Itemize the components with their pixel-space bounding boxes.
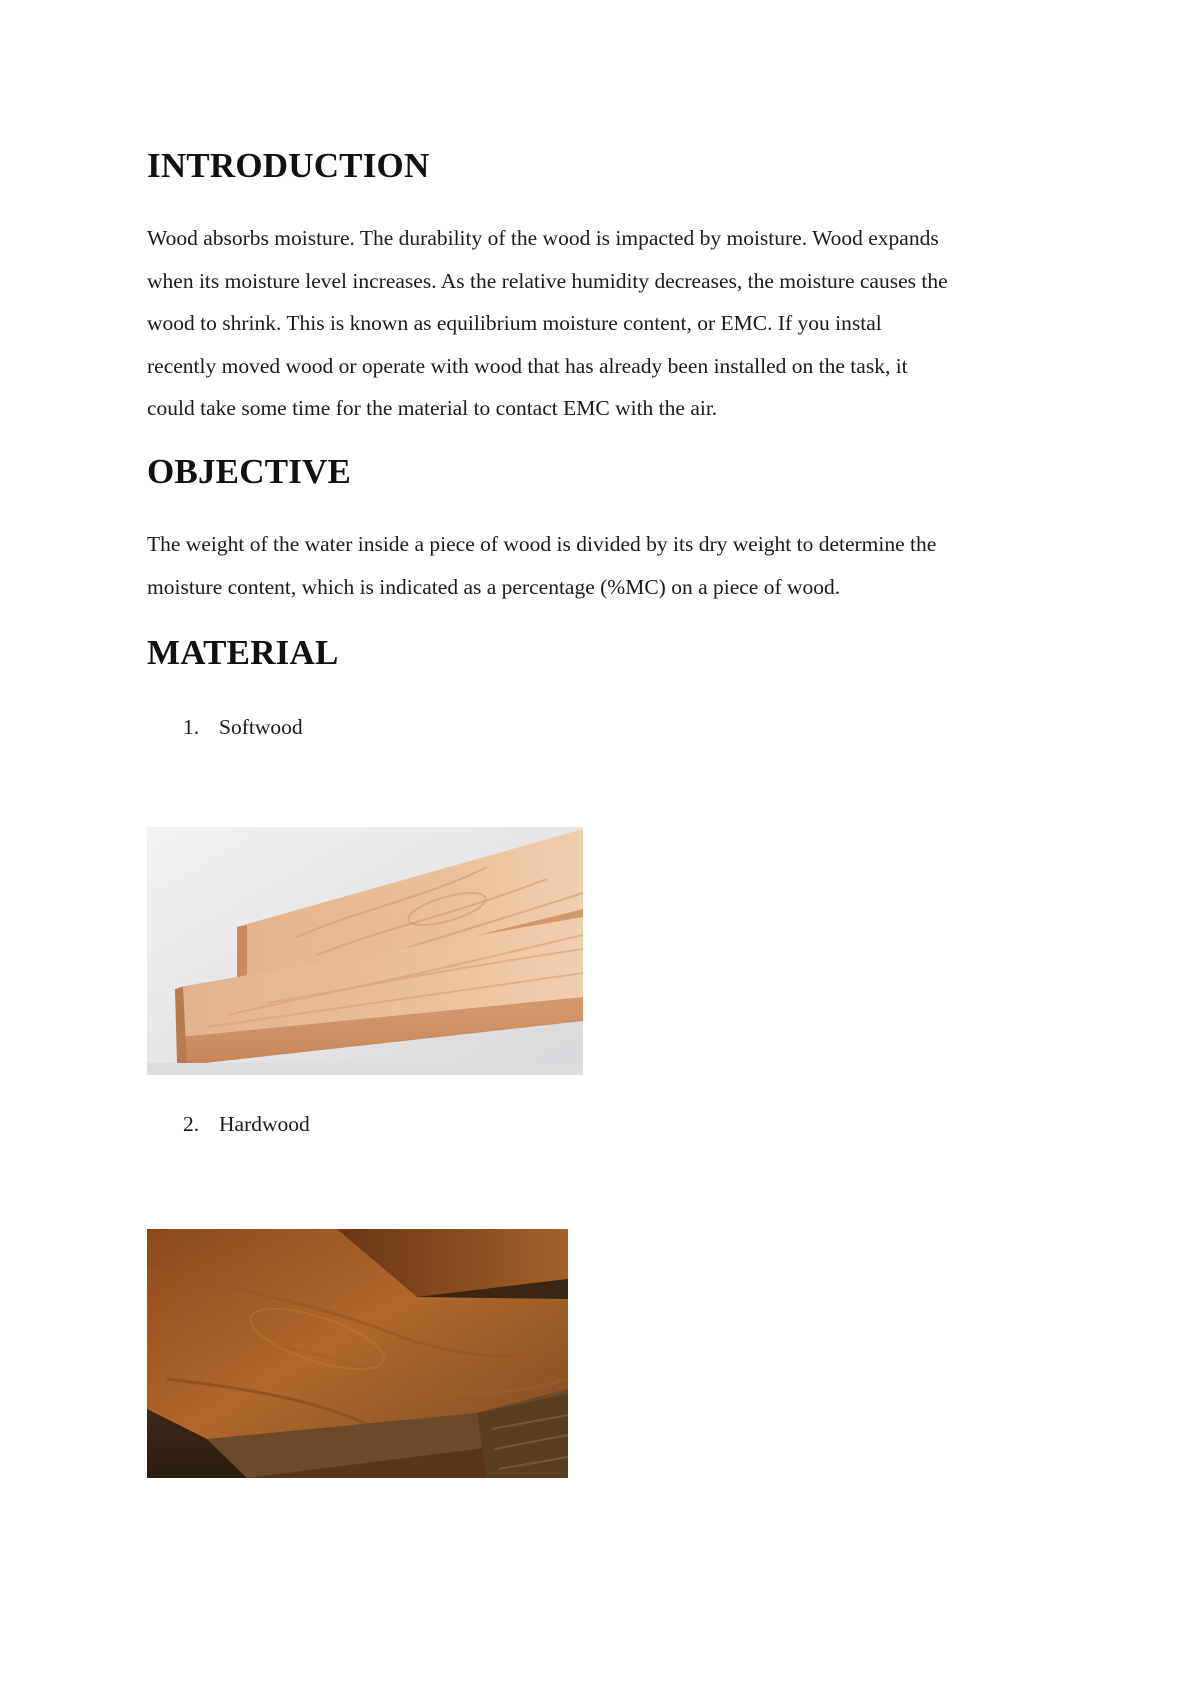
list-label: Softwood (219, 715, 303, 739)
softwood-image (147, 827, 583, 1075)
objective-heading: OBJECTIVE (147, 452, 352, 491)
list-label: Hardwood (219, 1112, 310, 1136)
introduction-paragraph (147, 217, 1067, 430)
introduction-line: could take some time for the material to contact EMC with the air. (147, 396, 718, 421)
introduction-line: Wood absorbs moisture. The durability of the wood is impacted by moisture. Wood expands (147, 226, 939, 250)
introduction-heading: INTRODUCTION (147, 146, 430, 185)
objective-line: moisture content, which is indicated as a percentage (%MC) on a piece of wood. (147, 574, 841, 599)
objective-line: The weight of the water inside a piece of wood is divided by its dry weight to determine the (147, 532, 937, 556)
list-number: 1. (183, 715, 200, 739)
softwood-planks-illustration (147, 827, 583, 1075)
list-number: 2. (183, 1112, 200, 1136)
introduction-line: wood to shrink. This is known as equilibrium moisture content, or EMC. If you instal (147, 311, 882, 336)
introduction-line: when its moisture level increases. As the relative humidity decreases, the moisture causes the (147, 268, 948, 293)
material-heading: MATERIAL (147, 633, 339, 672)
hardwood-image (147, 1229, 568, 1478)
introduction-line: recently moved wood or operate with wood that has already been installed on the task, it (147, 353, 908, 378)
material-list-item (183, 1109, 310, 1139)
material-list-item (183, 712, 303, 742)
hardwood-planks-illustration (147, 1229, 568, 1478)
objective-paragraph (147, 523, 1067, 608)
